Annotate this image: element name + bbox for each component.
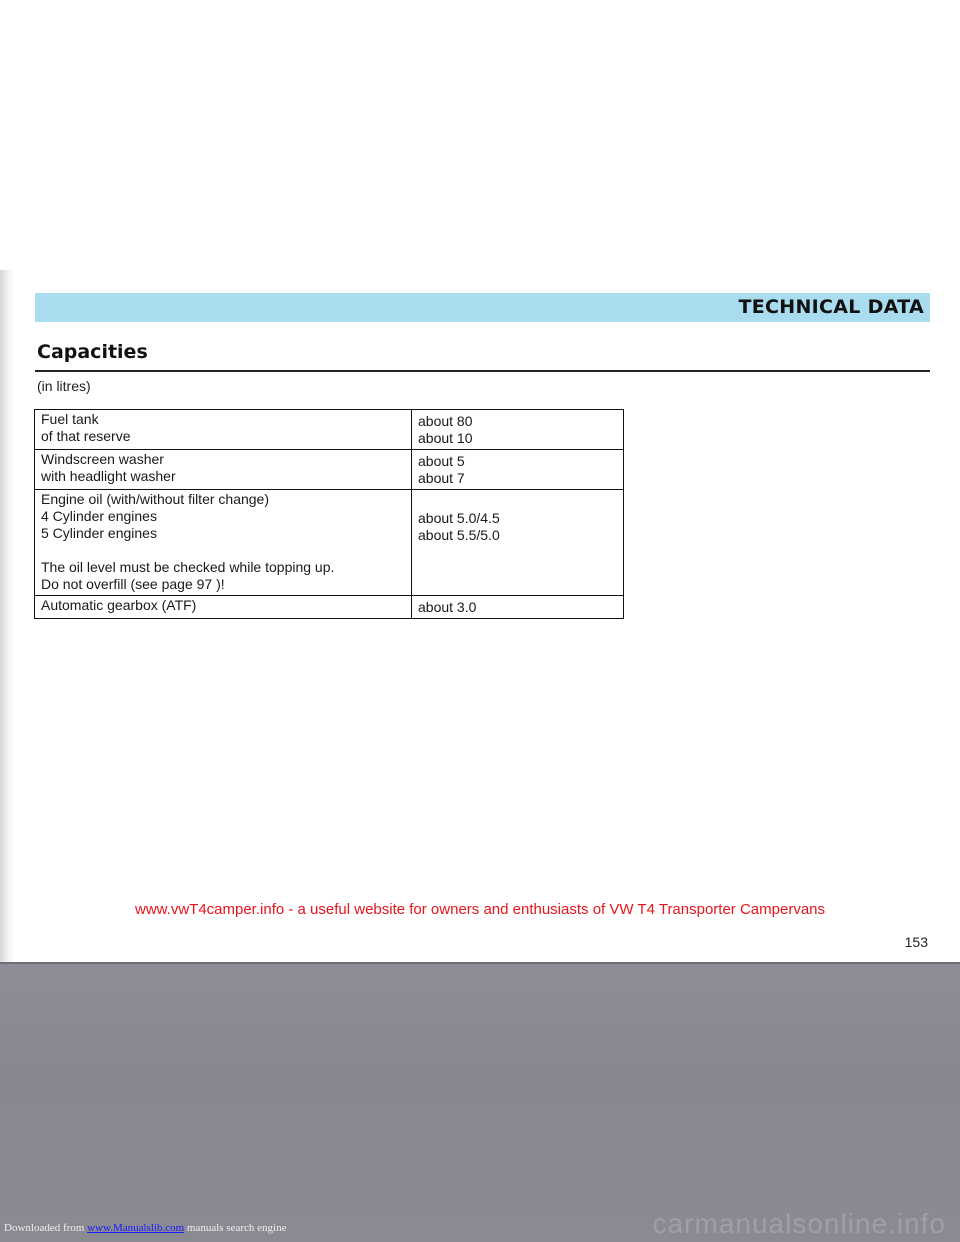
- download-prefix: Downloaded from: [4, 1222, 88, 1234]
- watermark-text: carmanualsonline.info: [652, 1208, 946, 1239]
- table-row-fuel-tank: [35, 410, 624, 450]
- table-row-windscreen-washer: [35, 450, 624, 490]
- value-line: about 5: [418, 453, 465, 469]
- row-label: [35, 450, 412, 490]
- label-line: Fuel tank: [41, 411, 99, 427]
- download-note: [4, 1222, 286, 1234]
- label-line: 4 Cylinder engines: [41, 508, 157, 524]
- label-line: 5 Cylinder engines: [41, 525, 157, 541]
- label-line: of that reserve: [41, 428, 131, 444]
- label-line: with headlight washer: [41, 468, 176, 484]
- label-line: Automatic gearbox (ATF): [41, 597, 197, 613]
- note-line: The oil level must be checked while topping up.: [41, 559, 335, 575]
- section-banner: [35, 293, 930, 322]
- page-title: Capacities: [37, 341, 148, 363]
- value-line: about 7: [418, 470, 465, 486]
- units-note: (in litres): [37, 378, 91, 394]
- label-line: Engine oil (with/without filter change): [41, 491, 270, 507]
- website-promo-text: www.vwT4camper.info - a useful website for owners and enthusiasts of VW T4 Transporter Campervans: [134, 901, 826, 918]
- row-label: [35, 490, 412, 596]
- value-line: about 3.0: [418, 599, 477, 615]
- table-row-engine-oil: [35, 490, 624, 596]
- capacities-table: [34, 409, 624, 619]
- row-value: [412, 450, 624, 490]
- title-divider: [35, 370, 930, 372]
- row-value: [412, 410, 624, 450]
- label-line: Windscreen washer: [41, 451, 164, 467]
- value-line: about 80: [418, 413, 473, 429]
- download-suffix: manuals search engine: [184, 1222, 287, 1234]
- spacer: [41, 542, 405, 559]
- page-number: 153: [904, 934, 928, 950]
- spacer: [418, 493, 617, 510]
- scan-background: [0, 964, 960, 1242]
- row-value: [412, 490, 624, 596]
- banner-title: TECHNICAL DATA: [738, 296, 924, 318]
- note-line: Do not overfill (see page 97 )!: [41, 576, 225, 592]
- row-value: [412, 596, 624, 619]
- value-line: about 5.5/5.0: [418, 527, 500, 543]
- row-label: [35, 410, 412, 450]
- manualslib-link[interactable]: www.Manualslib.com: [87, 1222, 185, 1234]
- value-line: about 10: [418, 430, 473, 446]
- table-row-automatic-gearbox: [35, 596, 624, 619]
- value-line: about 5.0/4.5: [418, 510, 500, 526]
- binding-shadow: [0, 270, 14, 964]
- row-label: [35, 596, 412, 619]
